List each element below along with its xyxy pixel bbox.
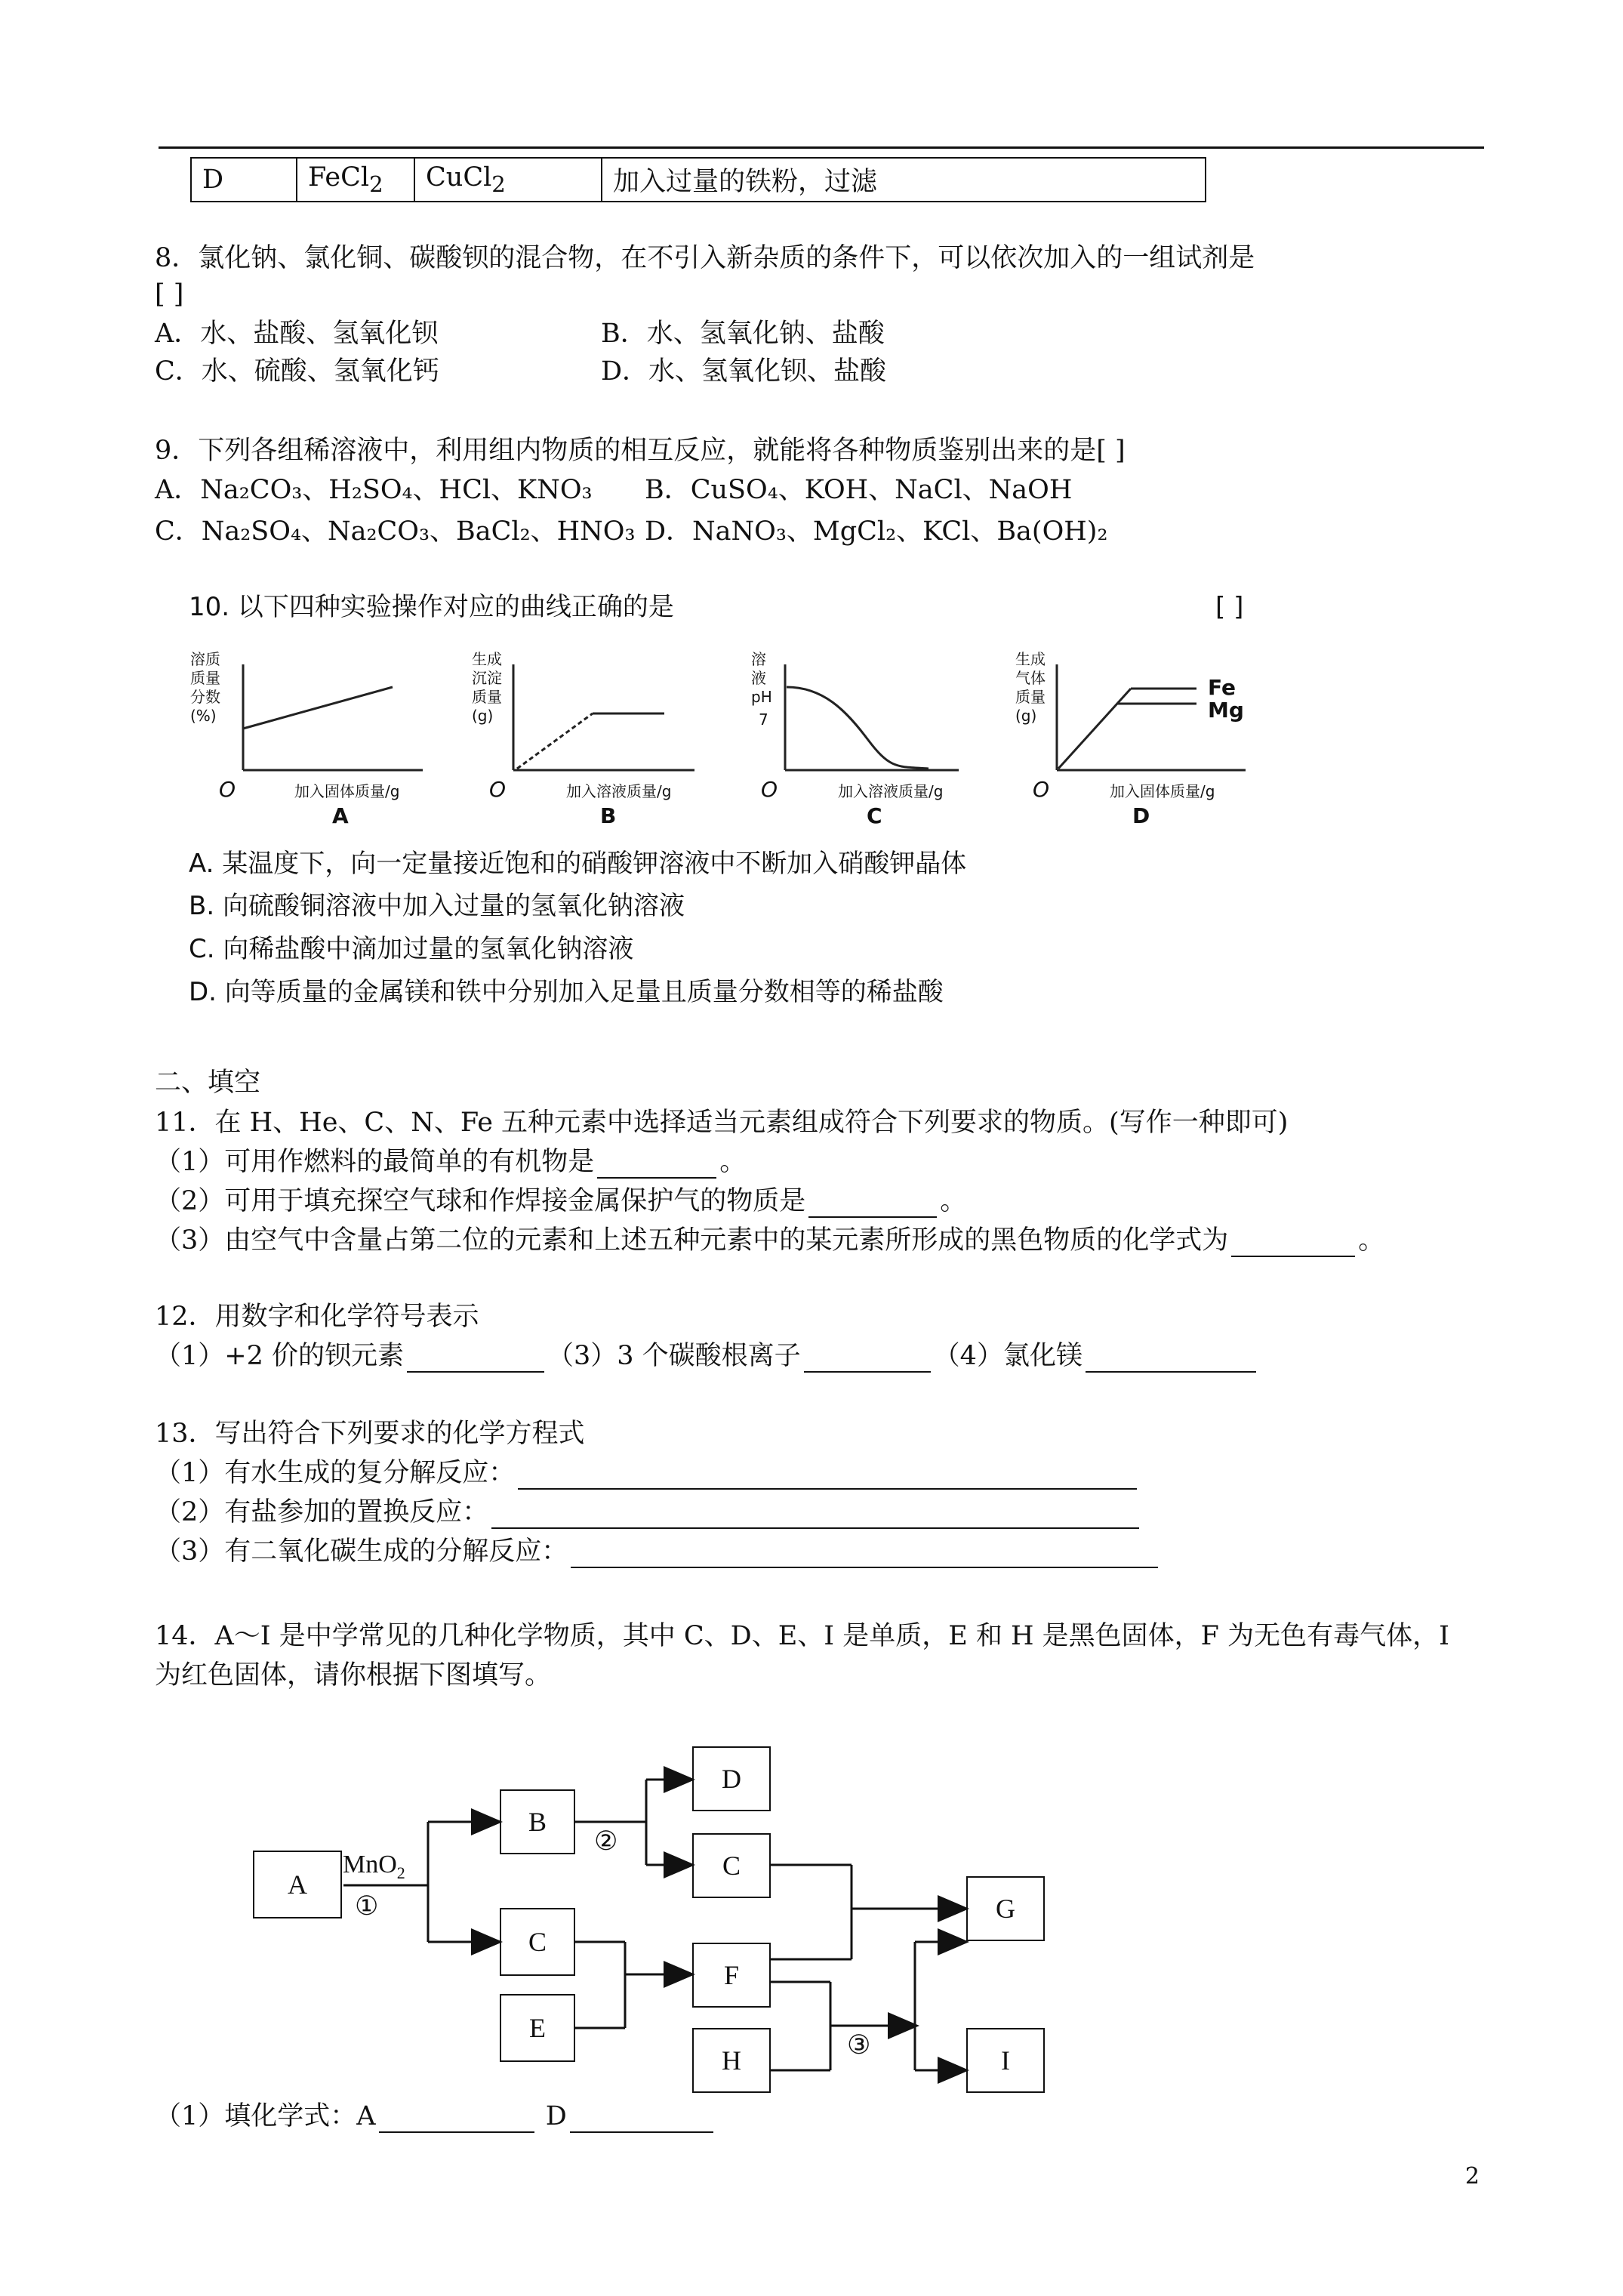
node-d: D <box>692 1746 771 1811</box>
q11-stem: 11．在 H、He、C、N、Fe 五种元素中选择适当元素组成符合下列要求的物质。(写作一种即可) <box>155 1108 1289 1138</box>
q9-option-d: D．NaNO₃、MgCl₂、KCl、Ba(OH)₂ <box>645 516 1108 547</box>
q9-option-c: C．Na₂SO₄、Na₂CO₃、BaCl₂、HNO₃ <box>155 516 636 547</box>
node-c-top: C <box>692 1833 771 1898</box>
node-e: E <box>500 1994 575 2062</box>
node-b: B <box>500 1789 575 1854</box>
table-cell: CuCl$_2$ <box>414 158 602 202</box>
q9-stem: 9．下列各组稀溶液中，利用组内物质的相互反应，就能将各种物质鉴别出来的是[ ] <box>155 436 1126 466</box>
graph-a-ylabel: 分数 <box>190 688 220 706</box>
node-h: H <box>692 2028 771 2093</box>
q9-option-b: B．CuSO₄、KOH、NaCl、NaOH <box>645 475 1073 505</box>
graph-c-ylabel: 溶 <box>751 650 766 668</box>
step-1-label: ① <box>355 1891 379 1922</box>
q14-stem-line1: 14．A～I 是中学常见的几种化学物质，其中 C、D、E、I 是单质，E 和 H 是黑色固体，F 为无色有毒气体，I <box>155 1621 1449 1651</box>
section-title: 二、填空 <box>155 1068 261 1098</box>
q8-option-d: D．水、氢氧化钡、盐酸 <box>601 356 887 387</box>
graph-d-ylabel: 生成 <box>1015 650 1046 668</box>
graph-d-origin: O <box>1033 777 1050 802</box>
graph-a-xlabel: 加入固体质量/g <box>294 782 400 800</box>
graph-b-xlabel: 加入溶液质量/g <box>566 782 672 800</box>
graph-a-origin: O <box>219 777 236 802</box>
node-f: F <box>692 1943 771 2008</box>
graph-c-origin: O <box>761 777 778 802</box>
graph-a-ylabel: (%) <box>190 707 217 725</box>
graph-c-xlabel: 加入溶液质量/g <box>838 782 944 800</box>
graph-a-letter: A <box>332 803 349 828</box>
answer-blank[interactable] <box>379 2106 534 2133</box>
graph-a-ylabel: 质量 <box>190 669 220 687</box>
q13-part2: （2）有盐参加的置换反应： <box>155 1496 1142 1529</box>
graph-b-ylabel: (g) <box>472 707 494 725</box>
q10-option-d: D. 向等质量的金属镁和铁中分别加入足量且质量分数相等的稀盐酸 <box>189 977 944 1007</box>
node-i: I <box>966 2028 1045 2093</box>
graph-c-letter: C <box>867 803 882 828</box>
step-2-label: ② <box>594 1826 618 1857</box>
graph-d-xlabel: 加入固体质量/g <box>1110 782 1215 800</box>
graph-b-ylabel: 沉淀 <box>472 669 502 687</box>
q8-bracket: [ ] <box>155 279 184 310</box>
table-cell: D <box>191 158 297 202</box>
graph-d-series-mg: Mg <box>1208 698 1244 723</box>
q8-option-c: C．水、硫酸、氢氧化钙 <box>155 356 439 387</box>
page-number: 2 <box>1464 2163 1480 2190</box>
table-cell: FeCl$_2$ <box>297 158 414 202</box>
graph-c-ylabel: 液 <box>751 669 766 687</box>
node-a: A <box>253 1851 342 1918</box>
q10-option-b: B. 向硫酸铜溶液中加入过量的氢氧化钠溶液 <box>189 891 685 921</box>
q9-option-a: A．Na₂CO₃、H₂SO₄、HCl、KNO₃ <box>155 475 593 505</box>
node-c: C <box>500 1908 575 1976</box>
q14-stem-line2: 为红色固体，请你根据下图填写。 <box>155 1660 552 1690</box>
q10-option-a: A. 某温度下，向一定量接近饱和的硝酸钾溶液中不断加入硝酸钾晶体 <box>189 849 967 879</box>
q8-option-b: B．水、氢氧化钠、盐酸 <box>601 319 885 349</box>
graph-b-ylabel: 生成 <box>472 650 502 668</box>
q11-part3: （3）由空气中含量占第二位的元素和上述五种元素中的某元素所形成的黑色物质的化学式为 。 <box>155 1225 1385 1256</box>
q11-part1: （1）可用作燃料的最简单的有机物是 。 <box>155 1147 747 1177</box>
graph-d-ylabel: (g) <box>1015 707 1037 725</box>
answer-blank[interactable] <box>570 2106 713 2133</box>
graph-c-ylabel: pH <box>751 688 772 706</box>
graph-d-ylabel: 质量 <box>1015 688 1046 706</box>
graph-b-origin: O <box>489 777 507 802</box>
q13-part1: （1）有水生成的复分解反应： <box>155 1456 1140 1490</box>
graph-c-tick: 7 <box>759 710 768 729</box>
graph-d-ylabel: 气体 <box>1015 669 1046 687</box>
graph-b-ylabel: 质量 <box>472 688 502 706</box>
q12-stem: 12．用数字和化学符号表示 <box>155 1302 479 1332</box>
graph-d-letter: D <box>1132 803 1150 828</box>
q10-option-c: C. 向稀盐酸中滴加过量的氢氧化钠溶液 <box>189 934 634 964</box>
graph-b-letter: B <box>600 803 617 828</box>
catalyst-label: MnO$_2$ <box>343 1851 405 1882</box>
node-g: G <box>966 1876 1045 1941</box>
graph-a-ylabel: 溶质 <box>190 650 220 668</box>
table-cell: 加入过量的铁粉，过滤 <box>602 158 1206 202</box>
q13-stem: 13．写出符合下列要求的化学方程式 <box>155 1419 585 1449</box>
step-3-label: ③ <box>847 2030 871 2060</box>
q8-option-a: A．水、盐酸、氢氧化钡 <box>155 319 439 349</box>
q8-stem: 8．氯化钠、氯化铜、碳酸钡的混合物，在不引入新杂质的条件下，可以依次加入的一组试剂是 <box>155 243 1255 273</box>
q11-part2: （2）可用于填充探空气球和作焊接金属保护气的物质是 。 <box>155 1186 967 1216</box>
q14-fill: （1）填化学式：A D <box>155 2100 716 2133</box>
graph-d-series-fe: Fe <box>1208 675 1236 700</box>
q10-stem: 10. 以下四种实验操作对应的曲线正确的是 <box>189 592 674 622</box>
q12-parts: （1）+2 价的钡元素 （3）3 个碳酸根离子 （4）氯化镁 <box>155 1339 1259 1373</box>
q10-bracket: [ ] <box>1215 592 1244 622</box>
q13-part3: （3）有二氧化碳生成的分解反应： <box>155 1535 1161 1568</box>
